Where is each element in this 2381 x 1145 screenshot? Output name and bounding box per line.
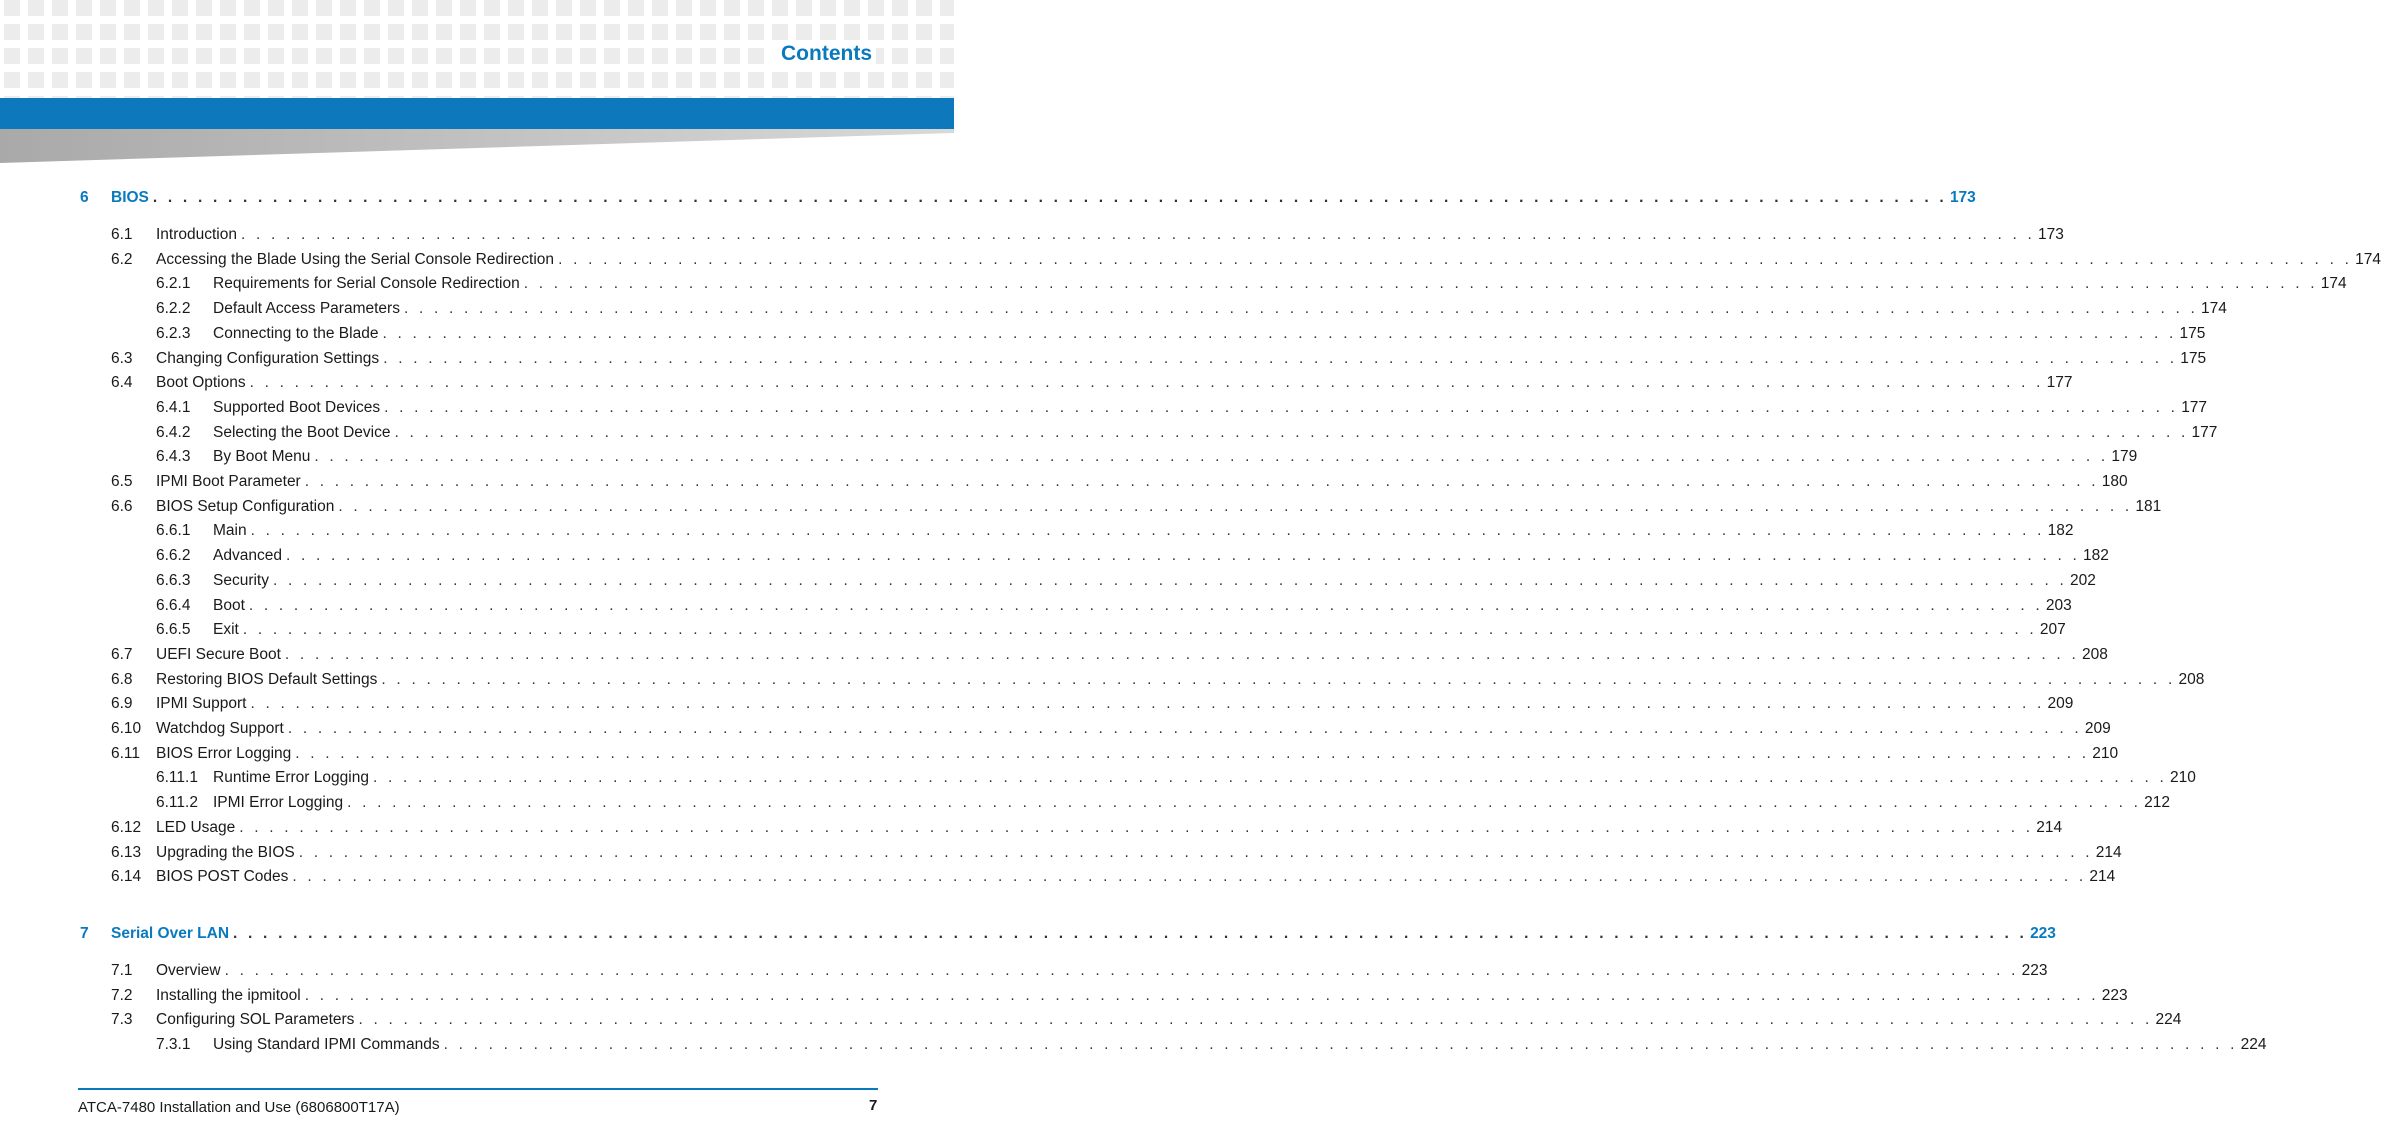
toc-entry-number: 6.4 — [111, 374, 133, 392]
toc-entry-title: IPMI Support — [156, 692, 250, 716]
toc-entry-page: 223 — [2099, 984, 2128, 1008]
toc-entry-number: 6.2.3 — [156, 324, 191, 342]
toc-entry-page: 174 — [2352, 248, 2381, 272]
toc-entry-number: 6.6.4 — [156, 596, 191, 614]
toc-entry-number: 6.6.2 — [156, 547, 191, 565]
toc-entry[interactable] — [111, 1008, 2182, 1032]
toc-entry[interactable] — [111, 692, 2074, 716]
toc-entry-number: 6.13 — [111, 843, 142, 861]
toc-entry-title: BIOS Setup Configuration — [156, 495, 338, 519]
toc-leader-dots: . . . . . . . . . . . . . . . . . . . . . . . . . . . . . . . . . . . . . . . . . . . . . . . . . . . . . . . . . . . . . . . . . . . . . . . . . . . . . . . . . . . . . . . . . . . . . . . . . . . . . . . . . . . . . . . . . . . . . . . . — [304, 473, 2099, 490]
toc-entry-number: 6.9 — [111, 695, 133, 713]
footer-rule — [78, 1088, 878, 1090]
toc-entry-page: 179 — [2108, 445, 2137, 469]
toc-entry-number: 6 — [80, 189, 89, 206]
toc-entry[interactable] — [111, 984, 2128, 1008]
toc-entry-title: BIOS — [111, 186, 153, 210]
toc-leader-dots: . . . . . . . . . . . . . . . . . . . . . . . . . . . . . . . . . . . . . . . . . . . . . . . . . . . . . . . . . . . . . . . . . . . . . . . . . . . . . . . . . . . . . . . . . . . . . . . . . . . . . . . . . . . . . . . . . . . . . . . . — [248, 596, 2043, 614]
toc-entry-page: 174 — [2198, 297, 2227, 321]
toc-chapter-entry[interactable] — [80, 922, 2056, 946]
toc-entry-number: 7.3 — [111, 1011, 133, 1029]
toc-entry-title: Using Standard IPMI Commands — [213, 1033, 444, 1057]
toc-entry-number: 6.2.1 — [156, 275, 191, 293]
toc-entry[interactable] — [111, 959, 2048, 983]
toc-entry-title: IPMI Error Logging — [213, 791, 347, 815]
toc-entry-title: By Boot Menu — [213, 445, 314, 469]
toc-leader-dots: . . . . . . . . . . . . . . . . . . . . . . . . . . . . . . . . . . . . . . . . . . . . . . . . . . . . . . . . . . . . . . . . . . . . . . . . . . . . . . . . . . . . . . . . . . . . . . . . . . . . . . . . . . . . . . . . . . . . . . . . — [338, 497, 2133, 515]
toc-entry-number: 6.4.3 — [156, 448, 191, 466]
toc-entry-page: 212 — [2141, 791, 2170, 815]
toc-leader-dots: . . . . . . . . . . . . . . . . . . . . . . . . . . . . . . . . . . . . . . . . . . . . . . . . . . . . . . . . . . . . . . . . . . . . . . . . . . . . . . . . . . . . . . . . . . . . . . . . . . . . . . . . . . . . . . . . . . . . . . . . — [152, 189, 1947, 206]
toc-entry-title: Supported Boot Devices — [213, 396, 384, 420]
toc-entry-page: 173 — [2035, 223, 2064, 247]
toc-entry-number: 6.11.1 — [156, 769, 198, 787]
toc-entry-page: 173 — [1947, 186, 1976, 210]
toc-entry-page: 208 — [2079, 643, 2108, 667]
toc-entry-page: 209 — [2082, 717, 2111, 741]
toc-leader-dots: . . . . . . . . . . . . . . . . . . . . . . . . . . . . . . . . . . . . . . . . . . . . . . . . . . . . . . . . . . . . . . . . . . . . . . . . . . . . . . . . . . . . . . . . . . . . . . . . . . . . . . . . . . . . . . . . . . . . . . . . — [241, 226, 2036, 243]
toc-entry-page: 177 — [2178, 396, 2207, 420]
toc-entry-number: 6.4.1 — [156, 398, 191, 416]
toc-entry[interactable] — [156, 421, 2218, 445]
toc-entry-page: 175 — [2176, 322, 2205, 346]
toc-entry-number: 7 — [80, 924, 89, 942]
toc-entry-number: 6.7 — [111, 645, 133, 663]
toc-leader-dots: . . . . . . . . . . . . . . . . . . . . . . . . . . . . . . . . . . . . . . . . . . . . . . . . . . . . . . . . . . . . . . . . . . . . . . . . . . . . . . . . . . . . . . . . . . . . . . . . . . . . . . . . . . . . . . . . . . . . . . . . — [250, 695, 2045, 713]
toc-entry-page: 209 — [2045, 692, 2074, 716]
toc-entry-number: 6.14 — [111, 868, 142, 886]
toc-entry-page: 207 — [2037, 618, 2066, 642]
toc-entry-page: 214 — [2093, 841, 2122, 865]
toc-entry[interactable] — [111, 371, 2073, 395]
toc-entry-title: Overview — [156, 959, 225, 983]
toc-entry-title: BIOS Error Logging — [156, 742, 295, 766]
toc-entry-title: Connecting to the Blade — [213, 322, 382, 346]
toc-leader-dots: . . . . . . . . . . . . . . . . . . . . . . . . . . . . . . . . . . . . . . . . . . . . . . . . . . . . . . . . . . . . . . . . . . . . . . . . . . . . . . . . . . . . . . . . . . . . . . . . . . . . . . . . . . . . . . . . . . . . . . . . — [403, 300, 2198, 318]
toc-leader-dots: . . . . . . . . . . . . . . . . . . . . . . . . . . . . . . . . . . . . . . . . . . . . . . . . . . . . . . . . . . . . . . . . . . . . . . . . . . . . . . . . . . . . . . . . . . . . . . . . . . . . . . . . . . . . . . . . . . . . . . . . — [233, 924, 2028, 942]
toc-entry[interactable] — [111, 248, 2381, 272]
toc-leader-dots: . . . . . . . . . . . . . . . . . . . . . . . . . . . . . . . . . . . . . . . . . . . . . . . . . . . . . . . . . . . . . . . . . . . . . . . . . . . . . . . . . . . . . . . . . . . . . . . . . . . . . . . . . . . . . . . . . . . . . . . . — [250, 522, 2045, 540]
toc-leader-dots: . . . . . . . . . . . . . . . . . . . . . . . . . . . . . . . . . . . . . . . . . . . . . . . . . . . . . . . . . . . . . . . . . . . . . . . . . . . . . . . . . . . . . . . . . . . . . . . . . . . . . . . . . . . . . . . . . . . . . . . . — [285, 547, 2080, 565]
toc-entry-number: 6.1 — [111, 226, 133, 243]
toc-entry-page: 177 — [2189, 421, 2218, 445]
toc-entry[interactable] — [111, 347, 2207, 371]
toc-entry-title: Changing Configuration Settings — [156, 347, 383, 371]
toc-entry[interactable] — [156, 272, 2347, 296]
toc-entry-title: Selecting the Boot Device — [213, 421, 395, 445]
toc-leader-dots: . . . . . . . . . . . . . . . . . . . . . . . . . . . . . . . . . . . . . . . . . . . . . . . . . . . . . . . . . . . . . . . . . . . . . . . . . . . . . . . . . . . . . . . . . . . . . . . . . . . . . . . . . . . . . . . . . . . . . . . . — [443, 1036, 2238, 1053]
toc-entry-number: 6.5 — [111, 473, 133, 490]
toc-entry-title: Accessing the Blade Using the Serial Console Redirection — [156, 248, 558, 272]
toc-entry[interactable] — [111, 643, 2108, 667]
page-title: Contents — [771, 40, 876, 68]
toc-entry-number: 6.6 — [111, 497, 133, 515]
toc-entry[interactable] — [111, 668, 2205, 692]
toc-entry-page: 182 — [2045, 519, 2074, 543]
toc-entry[interactable] — [156, 396, 2208, 420]
toc-entry-number: 7.1 — [111, 961, 133, 979]
toc-entry-number: 6.8 — [111, 670, 133, 688]
toc-entry[interactable] — [111, 865, 2116, 889]
toc-leader-dots: . . . . . . . . . . . . . . . . . . . . . . . . . . . . . . . . . . . . . . . . . . . . . . . . . . . . . . . . . . . . . . . . . . . . . . . . . . . . . . . . . . . . . . . . . . . . . . . . . . . . . . . . . . . . . . . . . . . . . . . . — [381, 670, 2176, 688]
toc-entry-page: 174 — [2318, 272, 2347, 296]
toc-entry-page: 180 — [2099, 470, 2128, 494]
toc-entry[interactable] — [156, 322, 2206, 346]
toc-leader-dots: . . . . . . . . . . . . . . . . . . . . . . . . . . . . . . . . . . . . . . . . . . . . . . . . . . . . . . . . . . . . . . . . . . . . . . . . . . . . . . . . . . . . . . . . . . . . . . . . . . . . . . . . . . . . . . . . . . . . . . . . — [287, 720, 2082, 737]
toc-entry-title: IPMI Boot Parameter — [156, 470, 305, 494]
toc-entry-title: Security — [213, 569, 273, 593]
footer-page-number: 7 — [869, 1097, 878, 1114]
toc-entry-page: 214 — [2086, 865, 2115, 889]
toc-leader-dots: . . . . . . . . . . . . . . . . . . . . . . . . . . . . . . . . . . . . . . . . . . . . . . . . . . . . . . . . . . . . . . . . . . . . . . . . . . . . . . . . . . . . . . . . . . . . . . . . . . . . . . . . . . . . . . . . . . . . . . . . — [224, 961, 2019, 979]
toc-leader-dots: . . . . . . . . . . . . . . . . . . . . . . . . . . . . . . . . . . . . . . . . . . . . . . . . . . . . . . . . . . . . . . . . . . . . . . . . . . . . . . . . . . . . . . . . . . . . . . . . . . . . . . . . . . . . . . . . . . . . . . . . — [358, 1011, 2153, 1029]
toc-entry[interactable] — [111, 841, 2122, 865]
toc-entry-page: 224 — [2152, 1008, 2181, 1032]
toc-leader-dots: . . . . . . . . . . . . . . . . . . . . . . . . . . . . . . . . . . . . . . . . . . . . . . . . . . . . . . . . . . . . . . . . . . . . . . . . . . . . . . . . . . . . . . . . . . . . . . . . . . . . . . . . . . . . . . . . . . . . . . . . — [394, 423, 2189, 441]
toc-entry-number: 6.6.5 — [156, 621, 191, 639]
toc-entry[interactable] — [111, 816, 2063, 840]
toc-entry-page: 210 — [2167, 766, 2196, 790]
header-grey-wedge — [0, 129, 954, 165]
toc-entry[interactable] — [156, 1033, 2267, 1057]
toc-entry[interactable] — [156, 445, 2138, 469]
toc-leader-dots: . . . . . . . . . . . . . . . . . . . . . . . . . . . . . . . . . . . . . . . . . . . . . . . . . . . . . . . . . . . . . . . . . . . . . . . . . . . . . . . . . . . . . . . . . . . . . . . . . . . . . . . . . . . . . . . . . . . . . . . . — [292, 868, 2087, 886]
toc-entry-number: 7.2 — [111, 986, 133, 1004]
toc-entry-title: Configuring SOL Parameters — [156, 1008, 358, 1032]
toc-entry-title: Installing the ipmitool — [156, 984, 305, 1008]
toc-entry-number: 6.6.1 — [156, 522, 191, 540]
toc-entry-page: 223 — [2027, 922, 2056, 946]
toc-entry[interactable] — [156, 569, 2096, 593]
footer-document-title: ATCA-7480 Installation and Use (6806800T17A) — [78, 1099, 400, 1116]
toc-entry-number: 6.2 — [111, 250, 133, 268]
toc-entry[interactable] — [111, 470, 2128, 494]
toc-entry-number: 6.11.2 — [156, 794, 198, 812]
toc-leader-dots: . . . . . . . . . . . . . . . . . . . . . . . . . . . . . . . . . . . . . . . . . . . . . . . . . . . . . . . . . . . . . . . . . . . . . . . . . . . . . . . . . . . . . . . . . . . . . . . . . . . . . . . . . . . . . . . . . . . . . . . . — [347, 794, 2142, 812]
header-blue-bar — [0, 98, 954, 129]
toc-entry-title: Upgrading the BIOS — [156, 841, 299, 865]
toc-entry-number: 6.4.2 — [156, 423, 191, 441]
toc-entry-title: Boot Options — [156, 371, 250, 395]
toc-entry[interactable] — [111, 495, 2162, 519]
toc-entry-number: 6.6.3 — [156, 571, 191, 589]
toc-entry-page: 177 — [2044, 371, 2073, 395]
toc-entry-number: 6.11 — [111, 744, 141, 762]
toc-entry-page: 210 — [2089, 742, 2118, 766]
toc-entry[interactable] — [156, 297, 2227, 321]
toc-entry-title: UEFI Secure Boot — [156, 643, 285, 667]
toc-entry[interactable] — [156, 766, 2196, 790]
toc-entry-title: Introduction — [156, 223, 241, 247]
toc-leader-dots: . . . . . . . . . . . . . . . . . . . . . . . . . . . . . . . . . . . . . . . . . . . . . . . . . . . . . . . . . . . . . . . . . . . . . . . . . . . . . . . . . . . . . . . . . . . . . . . . . . . . . . . . . . . . . . . . . . . . . . . . — [383, 349, 2178, 367]
toc-entry-page: 202 — [2067, 569, 2096, 593]
toc-entry-page: 224 — [2238, 1033, 2267, 1057]
toc-chapter-entry[interactable] — [80, 186, 1976, 210]
toc-entry-page: 203 — [2043, 594, 2072, 618]
toc-entry-page: 214 — [2033, 816, 2062, 840]
toc-entry-title: Requirements for Serial Console Redirection — [213, 272, 524, 296]
toc-entry-title: Watchdog Support — [156, 717, 288, 741]
toc-entry-number: 6.3 — [111, 349, 133, 367]
toc-leader-dots: . . . . . . . . . . . . . . . . . . . . . . . . . . . . . . . . . . . . . . . . . . . . . . . . . . . . . . . . . . . . . . . . . . . . . . . . . . . . . . . . . . . . . . . . . . . . . . . . . . . . . . . . . . . . . . . . . . . . . . . . — [382, 324, 2177, 342]
toc-entry-number: 6.10 — [111, 720, 142, 737]
toc-leader-dots: . . . . . . . . . . . . . . . . . . . . . . . . . . . . . . . . . . . . . . . . . . . . . . . . . . . . . . . . . . . . . . . . . . . . . . . . . . . . . . . . . . . . . . . . . . . . . . . . . . . . . . . . . . . . . . . . . . . . . . . . — [314, 448, 2109, 466]
toc-entry[interactable] — [156, 791, 2170, 815]
toc-entry-title: Serial Over LAN — [111, 922, 233, 946]
toc-entry-number: 6.2.2 — [156, 300, 191, 318]
toc-leader-dots: . . . . . . . . . . . . . . . . . . . . . . . . . . . . . . . . . . . . . . . . . . . . . . . . . . . . . . . . . . . . . . . . . . . . . . . . . . . . . . . . . . . . . . . . . . . . . . . . . . . . . . . . . . . . . . . . . . . . . . . . — [558, 250, 2353, 268]
toc-leader-dots: . . . . . . . . . . . . . . . . . . . . . . . . . . . . . . . . . . . . . . . . . . . . . . . . . . . . . . . . . . . . . . . . . . . . . . . . . . . . . . . . . . . . . . . . . . . . . . . . . . . . . . . . . . . . . . . . . . . . . . . . — [298, 843, 2093, 861]
toc-leader-dots: . . . . . . . . . . . . . . . . . . . . . . . . . . . . . . . . . . . . . . . . . . . . . . . . . . . . . . . . . . . . . . . . . . . . . . . . . . . . . . . . . . . . . . . . . . . . . . . . . . . . . . . . . . . . . . . . . . . . . . . . — [273, 571, 2068, 589]
toc-entry-page: 208 — [2175, 668, 2204, 692]
toc-entry-page: 223 — [2019, 959, 2048, 983]
toc-entry-title: Main — [213, 519, 251, 543]
toc-entry[interactable] — [111, 717, 2111, 741]
toc-entry-title: Advanced — [213, 544, 286, 568]
toc-entry-page: 181 — [2132, 495, 2161, 519]
toc-entry[interactable] — [156, 618, 2066, 642]
toc-leader-dots: . . . . . . . . . . . . . . . . . . . . . . . . . . . . . . . . . . . . . . . . . . . . . . . . . . . . . . . . . . . . . . . . . . . . . . . . . . . . . . . . . . . . . . . . . . . . . . . . . . . . . . . . . . . . . . . . . . . . . . . . — [249, 374, 2044, 392]
toc-entry[interactable] — [156, 544, 2109, 568]
toc-entry-title: Runtime Error Logging — [213, 766, 373, 790]
toc-leader-dots: . . . . . . . . . . . . . . . . . . . . . . . . . . . . . . . . . . . . . . . . . . . . . . . . . . . . . . . . . . . . . . . . . . . . . . . . . . . . . . . . . . . . . . . . . . . . . . . . . . . . . . . . . . . . . . . . . . . . . . . . — [523, 275, 2318, 293]
toc-entry[interactable] — [156, 594, 2072, 618]
toc-entry-number: 6.12 — [111, 818, 142, 836]
toc-leader-dots: . . . . . . . . . . . . . . . . . . . . . . . . . . . . . . . . . . . . . . . . . . . . . . . . . . . . . . . . . . . . . . . . . . . . . . . . . . . . . . . . . . . . . . . . . . . . . . . . . . . . . . . . . . . . . . . . . . . . . . . . — [372, 769, 2167, 787]
toc-leader-dots: . . . . . . . . . . . . . . . . . . . . . . . . . . . . . . . . . . . . . . . . . . . . . . . . . . . . . . . . . . . . . . . . . . . . . . . . . . . . . . . . . . . . . . . . . . . . . . . . . . . . . . . . . . . . . . . . . . . . . . . . — [242, 621, 2037, 639]
toc-leader-dots: . . . . . . . . . . . . . . . . . . . . . . . . . . . . . . . . . . . . . . . . . . . . . . . . . . . . . . . . . . . . . . . . . . . . . . . . . . . . . . . . . . . . . . . . . . . . . . . . . . . . . . . . . . . . . . . . . . . . . . . . — [295, 744, 2090, 762]
toc-entry-title: Default Access Parameters — [213, 297, 404, 321]
toc-leader-dots: . . . . . . . . . . . . . . . . . . . . . . . . . . . . . . . . . . . . . . . . . . . . . . . . . . . . . . . . . . . . . . . . . . . . . . . . . . . . . . . . . . . . . . . . . . . . . . . . . . . . . . . . . . . . . . . . . . . . . . . . — [239, 818, 2034, 836]
toc-leader-dots: . . . . . . . . . . . . . . . . . . . . . . . . . . . . . . . . . . . . . . . . . . . . . . . . . . . . . . . . . . . . . . . . . . . . . . . . . . . . . . . . . . . . . . . . . . . . . . . . . . . . . . . . . . . . . . . . . . . . . . . . — [304, 986, 2099, 1004]
toc-leader-dots: . . . . . . . . . . . . . . . . . . . . . . . . . . . . . . . . . . . . . . . . . . . . . . . . . . . . . . . . . . . . . . . . . . . . . . . . . . . . . . . . . . . . . . . . . . . . . . . . . . . . . . . . . . . . . . . . . . . . . . . . — [384, 398, 2179, 416]
toc-entry-title: LED Usage — [156, 816, 239, 840]
toc-entry-page: 182 — [2080, 544, 2109, 568]
toc-entry-number: 7.3.1 — [156, 1036, 191, 1053]
toc-entry[interactable] — [111, 742, 2119, 766]
toc-entry-title: Exit — [213, 618, 243, 642]
toc-entry-page: 175 — [2177, 347, 2206, 371]
toc-entry[interactable] — [111, 223, 2064, 247]
toc-entry-title: BIOS POST Codes — [156, 865, 292, 889]
toc-entry-title: Boot — [213, 594, 249, 618]
toc-entry[interactable] — [156, 519, 2074, 543]
toc-entry-title: Restoring BIOS Default Settings — [156, 668, 381, 692]
toc-leader-dots: . . . . . . . . . . . . . . . . . . . . . . . . . . . . . . . . . . . . . . . . . . . . . . . . . . . . . . . . . . . . . . . . . . . . . . . . . . . . . . . . . . . . . . . . . . . . . . . . . . . . . . . . . . . . . . . . . . . . . . . . — [284, 645, 2079, 663]
